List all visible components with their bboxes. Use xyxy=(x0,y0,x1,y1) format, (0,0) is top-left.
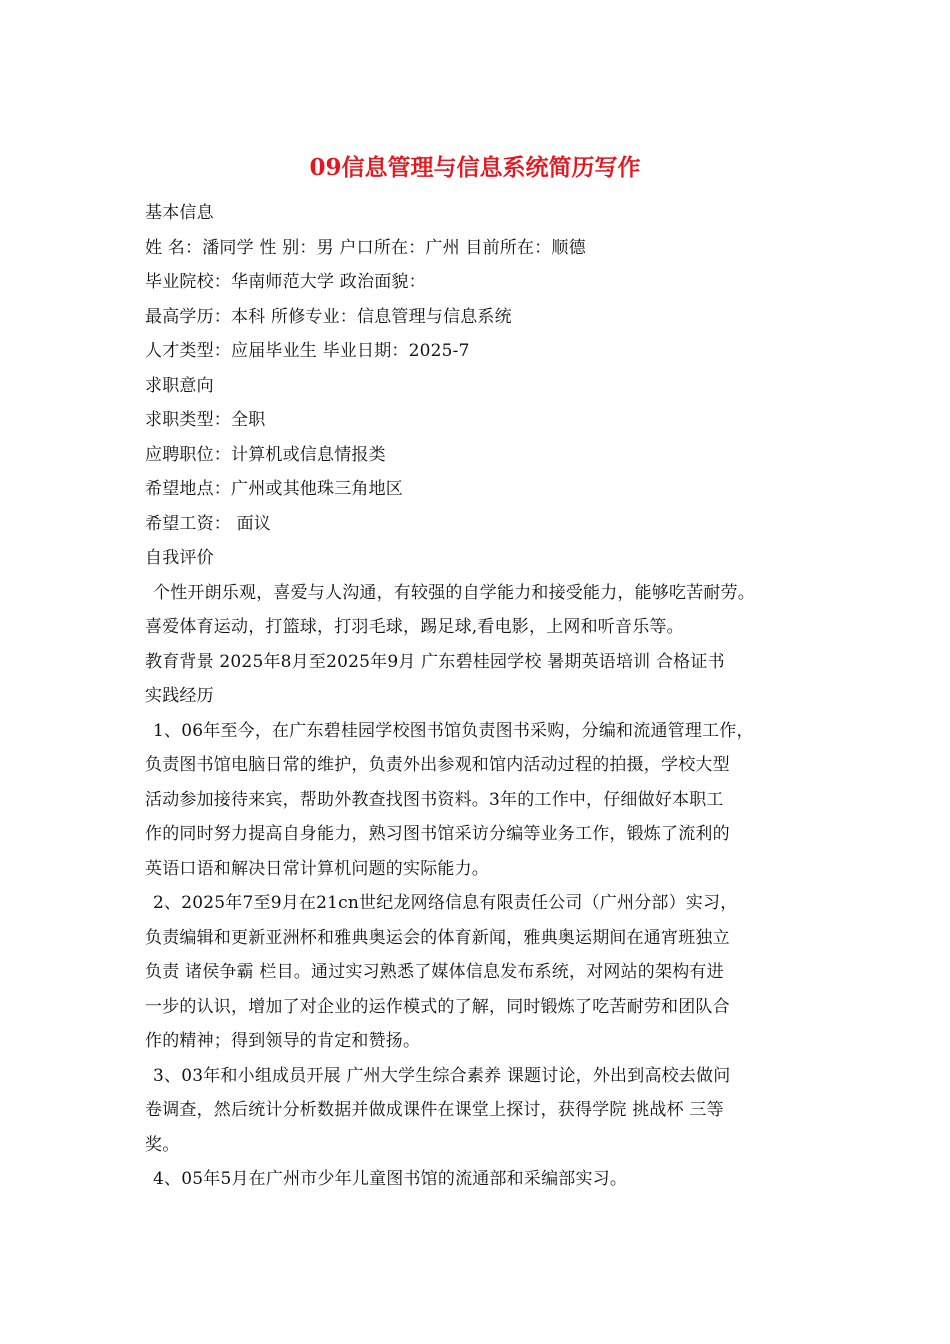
paragraph-line: 卷调查，然后统计分析数据并做成课件在课堂上探讨，获得学院 挑战杯 三等 xyxy=(145,1100,724,1120)
section-heading-basic-info: 基本信息 xyxy=(145,203,214,223)
info-line-salary: 希望工资： 面议 xyxy=(145,513,272,534)
paragraph-line: 个性开朗乐观，喜爱与人沟通，有较强的自学能力和接受能力，能够吃苦耐劳。 xyxy=(153,582,755,603)
section-heading-practice: 实践经历 xyxy=(145,686,214,706)
paragraph-line: 奖。 xyxy=(145,1134,180,1155)
info-line-name: 姓 名：潘同学 性 别：男 户口所在：广州 目前所在：顺德 xyxy=(145,237,586,258)
document-title: 09信息管理与信息系统简历写作 xyxy=(309,154,641,181)
info-line-position: 应聘职位：计算机或信息情报类 xyxy=(145,444,386,465)
resume-body xyxy=(145,196,835,1197)
info-line-school: 毕业院校：华南师范大学 政治面貌： xyxy=(145,272,426,292)
paragraph-line: 负责 诸侯争霸 栏目。通过实习熟悉了媒体信息发布系统，对网站的架构有进 xyxy=(145,962,724,982)
paragraph-line: 1、06年至今，在广东碧桂园学校图书馆负责图书采购，分编和流通管理工作， xyxy=(153,720,754,741)
info-line-job-type: 求职类型：全职 xyxy=(145,410,266,430)
paragraph-line: 4、05年5月在广州市少年儿童图书馆的流通部和采编部实习。 xyxy=(153,1169,628,1189)
paragraph-line: 3、03年和小组成员开展 广州大学生综合素养 课题讨论，外出到高校去做问 xyxy=(153,1065,731,1086)
paragraph-line: 英语口语和解决日常计算机问题的实际能力。 xyxy=(145,858,489,879)
paragraph-line: 2、2025年7至9月在21cn世纪龙网络信息有限责任公司（广州分部）实习， xyxy=(153,893,738,913)
paragraph-line: 负责编辑和更新亚洲杯和雅典奥运会的体育新闻，雅典奥运期间在通宵班独立 xyxy=(145,927,730,948)
paragraph-line: 作的精神；得到领导的肯定和赞扬。 xyxy=(145,1031,421,1051)
info-line-location: 希望地点：广州或其他珠三角地区 xyxy=(145,479,403,499)
paragraph-line: 一步的认识，增加了对企业的运作模式的了解，同时锻炼了吃苦耐劳和团队合 xyxy=(145,996,730,1017)
section-heading-job-intention: 求职意向 xyxy=(145,375,214,396)
info-line-education: 最高学历：本科 所修专业：信息管理与信息系统 xyxy=(145,306,512,327)
education-background-line: 教育背景 2025年8月至2025年9月 广东碧桂园学校 暑期英语培训 合格证书 xyxy=(145,651,725,672)
paragraph-line: 喜爱体育运动，打篮球，打羽毛球，踢足球,看电影，上网和听音乐等。 xyxy=(145,617,684,637)
section-heading-self-evaluation: 自我评价 xyxy=(145,548,214,568)
paragraph-line: 活动参加接待来宾，帮助外教查找图书资料。3年的工作中，仔细做好本职工 xyxy=(145,789,724,810)
info-line-talent-type: 人才类型：应届毕业生 毕业日期：2025-7 xyxy=(145,341,470,361)
paragraph-line: 负责图书馆电脑日常的维护，负责外出参观和馆内活动过程的拍摄，学校大型 xyxy=(145,755,730,775)
paragraph-line: 作的同时努力提高自身能力，熟习图书馆采访分编等业务工作，锻炼了流利的 xyxy=(145,824,730,844)
